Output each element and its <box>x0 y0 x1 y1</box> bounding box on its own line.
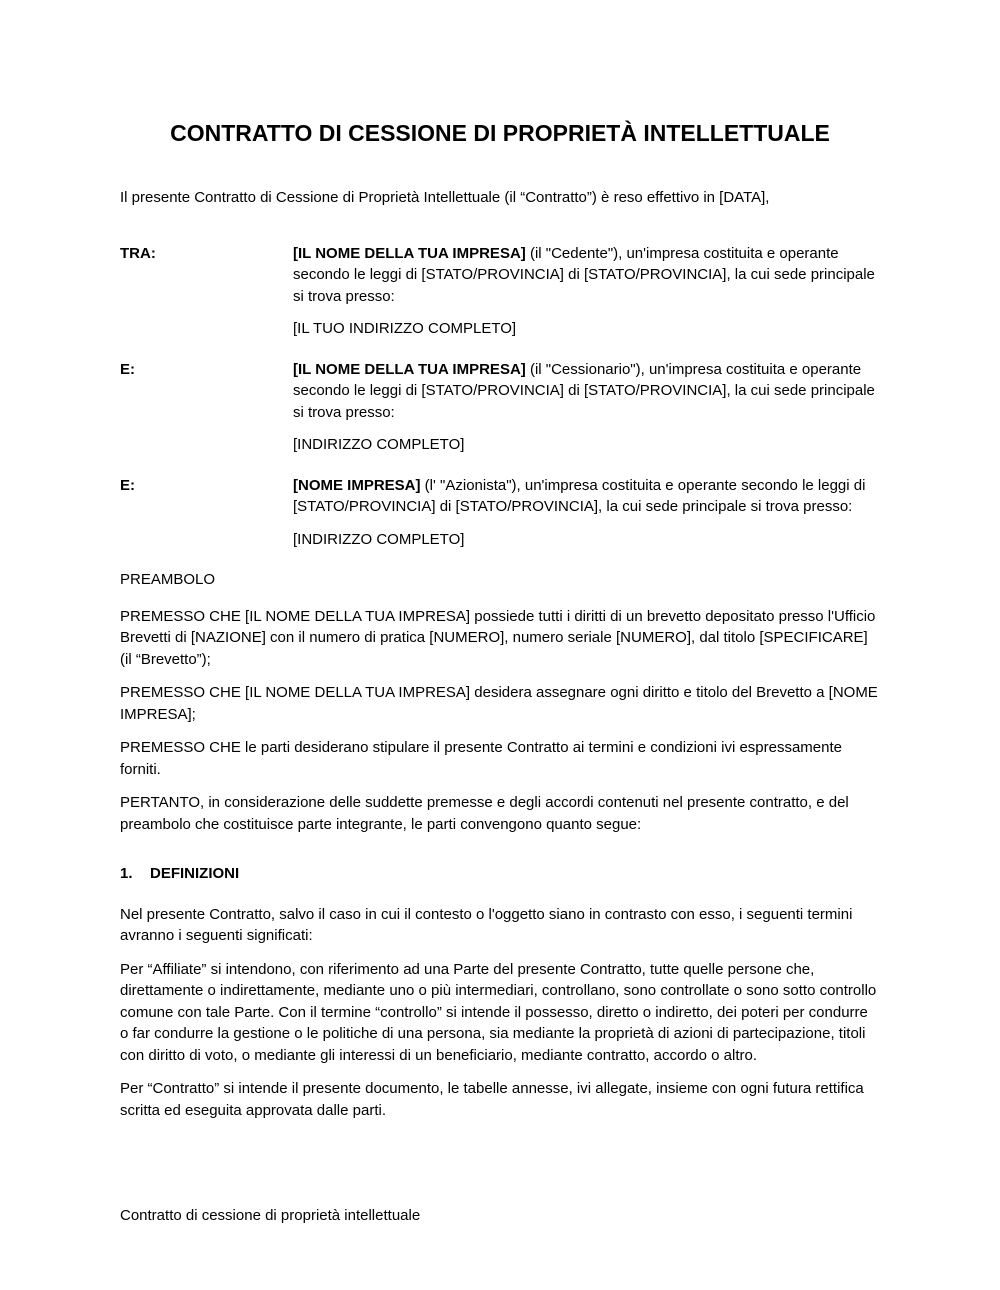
party-block-cedente <box>120 243 880 340</box>
party-block-cessionario <box>120 359 880 456</box>
party-description <box>293 243 880 308</box>
pertanto-paragraph: PERTANTO, in considerazione delle suddette premesse e degli accordi contenuti nel presente contratto, e del preambolo che costituisce parte integrante, le parti convengono quanto segue: <box>120 794 849 833</box>
party-description <box>293 359 880 424</box>
recital-paragraph-3: PREMESSO CHE le parti desiderano stipulare il presente Contratto ai termini e condizioni ivi espressamente forniti. <box>120 739 842 778</box>
party-label: TRA: <box>120 244 156 262</box>
party-label: E: <box>120 360 135 378</box>
party-address-placeholder: [INDIRIZZO COMPLETO] <box>293 436 465 453</box>
page-footer: Contratto di cessione di proprietà intellettuale <box>120 1207 421 1224</box>
party-name-placeholder: [NOME IMPRESA] <box>293 476 421 494</box>
party-body <box>293 475 880 551</box>
document-title: CONTRATTO DI CESSIONE DI PROPRIETÀ INTELLETTUALE <box>170 120 830 146</box>
section-1-heading <box>120 863 880 885</box>
party-description-text: (il "Cessionario"), un'impresa costituita e operante secondo le leggi di [STATO/PROVINCIA] di [STATO/PROVINCIA], la cui sede principale si trova presso: <box>293 360 875 421</box>
definition-paragraph-contratto: Per “Contratto” si intende il presente documento, le tabelle annesse, ivi allegate, insieme con ogni futura rettifica scritta ed eseguita approvata dalle parti. <box>120 1080 864 1119</box>
party-name-placeholder: [IL NOME DELLA TUA IMPRESA] <box>293 360 526 378</box>
party-block-azionista <box>120 475 880 551</box>
party-description <box>293 475 880 518</box>
preamble-heading: PREAMBOLO <box>120 571 216 588</box>
party-name-placeholder: [IL NOME DELLA TUA IMPRESA] <box>293 244 526 262</box>
party-description-text: (l' "Azionista"), un'impresa costituita e operante secondo le leggi di [STATO/PROVINCIA] di [STATO/PROVINCIA], la cui sede principale si trova presso: <box>293 476 866 515</box>
section-number: 1. <box>120 865 133 882</box>
party-address-placeholder: [INDIRIZZO COMPLETO] <box>293 530 465 548</box>
party-description-text: (il "Cedente"), un'impresa costituita e operante secondo le leggi di [STATO/PROVINCIA] di [STATO/PROVINCIA], la cui sede principale si trova presso: <box>293 244 875 305</box>
recital-paragraph-2: PREMESSO CHE [IL NOME DELLA TUA IMPRESA] desidera assegnare ogni diritto e titolo del Brevetto a [NOME IMPRESA]; <box>120 684 878 723</box>
definitions-intro-paragraph: Nel presente Contratto, salvo il caso in cui il contesto o l'oggetto siano in contrasto con esso, i seguenti termini avranno i seguenti significati: <box>120 905 853 944</box>
party-label: E: <box>120 476 135 494</box>
definition-paragraph-affiliate: Per “Affiliate” si intendono, con riferimento ad una Parte del presente Contratto, tutte quelle persone che, direttamente o indirettamente, mediante uno o più intermediari, controllano, sono controllate o sono sotto controllo comune con tale Parte. Con il termine “controllo” si intende il possesso, diretto o indiretto, dei poteri per condurre o far condurre la gestione o le politiche di una persona, sia mediante la proprietà di azioni di partecipazione, titoli con diritto di voto, o mediante gli interessi di un beneficiario, mediante contratto, accordo o altro. <box>120 960 877 1064</box>
party-body <box>293 359 880 456</box>
recital-paragraph-1: PREMESSO CHE [IL NOME DELLA TUA IMPRESA] possiede tutti i diritti di un brevetto depositato presso l'Ufficio Brevetti di [NAZIONE] con il numero di pratica [NUMERO], numero seriale [NUMERO], dal titolo [SPECIFICARE] (il “Brevetto”); <box>120 607 876 668</box>
section-title: DEFINIZIONI <box>150 865 240 882</box>
party-body <box>293 243 880 340</box>
intro-paragraph: Il presente Contratto di Cessione di Proprietà Intellettuale (il “Contratto”) è reso effettivo in [DATA], <box>120 189 770 206</box>
party-address-placeholder: [IL TUO INDIRIZZO COMPLETO] <box>293 320 517 337</box>
